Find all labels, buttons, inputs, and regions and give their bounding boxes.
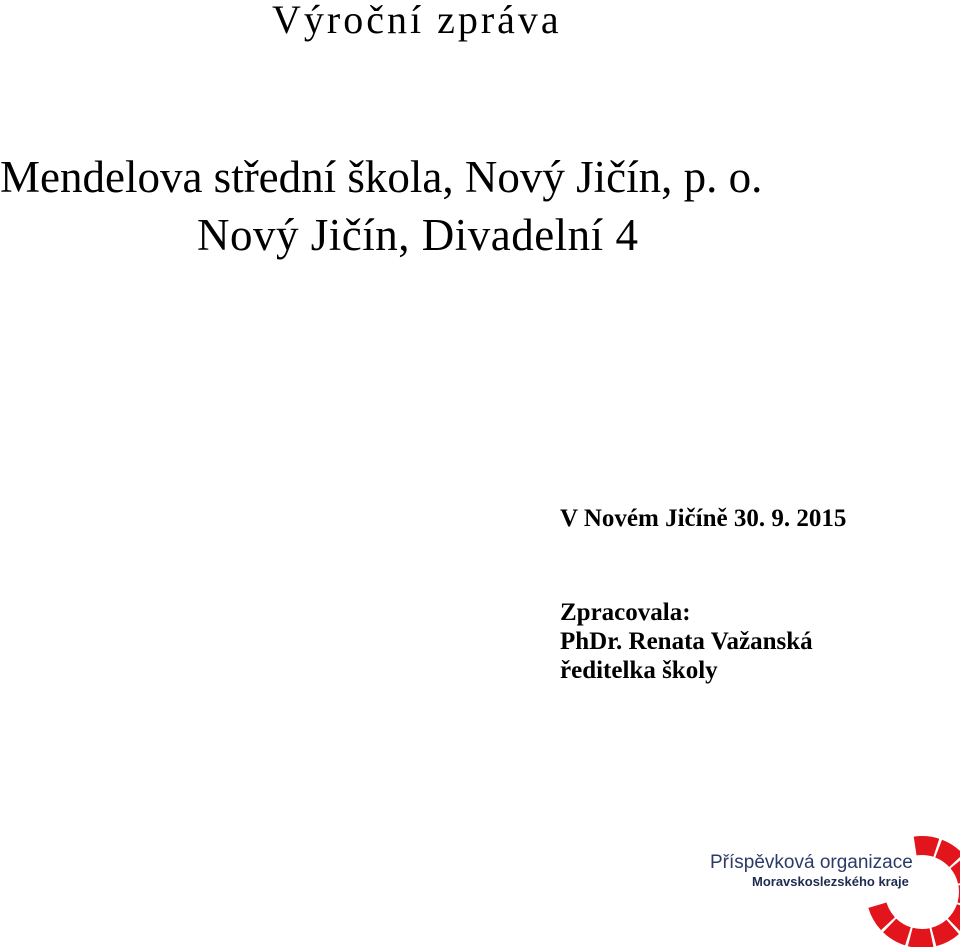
prepared-by-label: Zpracovala: [560, 599, 691, 626]
organization-logo [706, 830, 960, 947]
document-title: Výroční zpráva [272, 0, 562, 42]
logo-line-2: Moravskoslezského kraje [752, 874, 909, 889]
ring-segment [914, 836, 940, 857]
author-name: PhDr. Renata Važanská [560, 628, 813, 655]
school-address: Nový Jičín, Divadelní 4 [197, 210, 639, 260]
logo-line-1: Příspěvková organizace [710, 852, 913, 873]
place-and-date: V Novém Jičíně 30. 9. 2015 [560, 505, 847, 532]
prepared-by-block [560, 598, 813, 685]
author-role: ředitelka školy [560, 657, 718, 684]
ring-segment [908, 928, 934, 947]
segmented-ring-icon [844, 830, 960, 947]
school-name: Mendelova střední škola, Nový Jičín, p. o. [0, 152, 763, 202]
ring-segment [935, 840, 960, 867]
